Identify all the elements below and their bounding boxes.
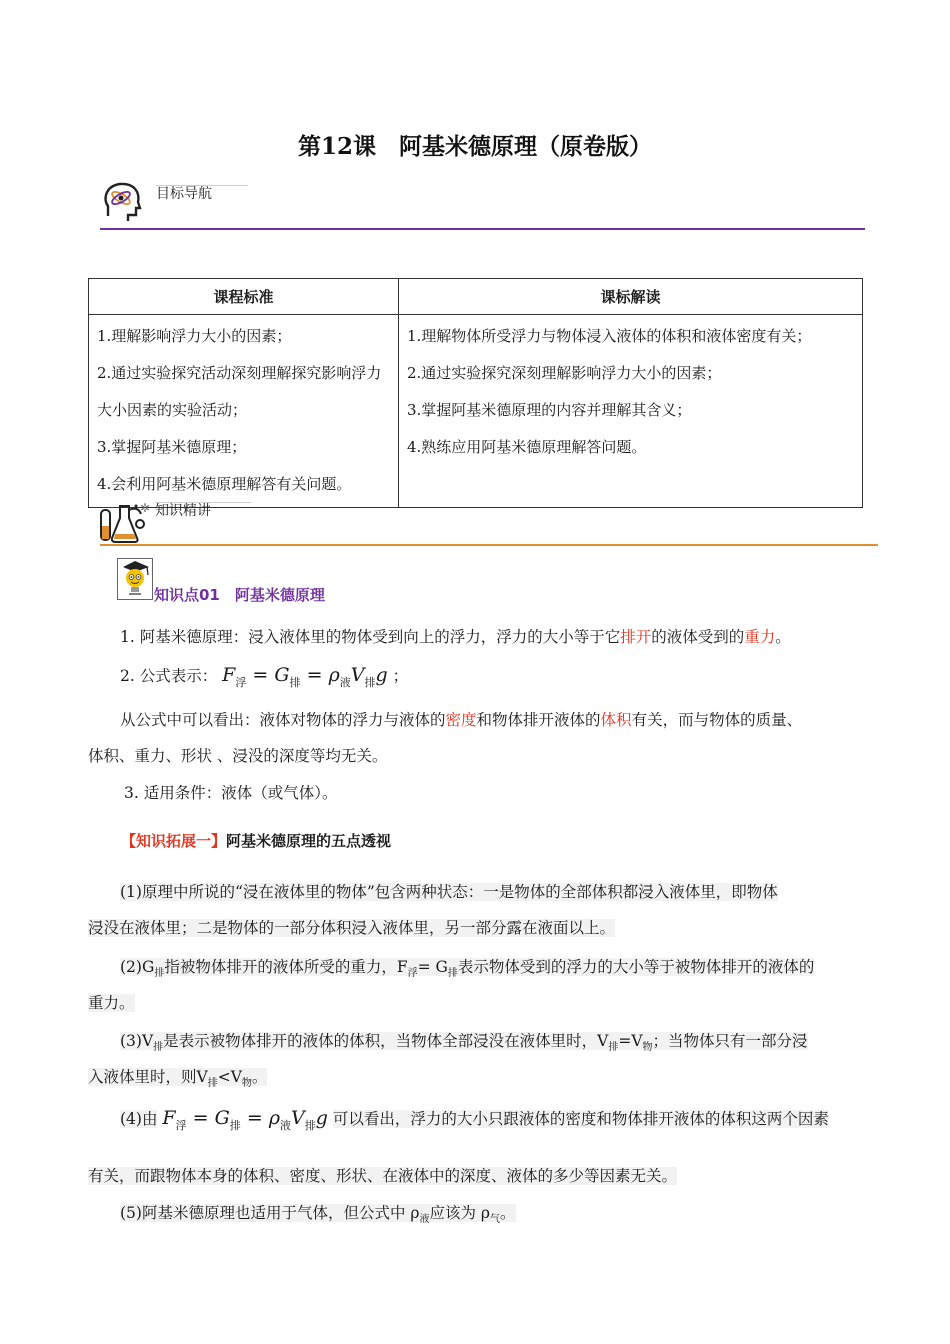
text-run: 应该为 ρ (429, 1204, 491, 1222)
extension-point-1 (120, 880, 778, 902)
formula-subscript: 排 (364, 675, 376, 689)
extension-point-2 (120, 955, 814, 979)
standard-item: 1.理解影响浮力大小的因素； (97, 327, 292, 345)
text-run: 。 (500, 1204, 516, 1222)
formula-symbol: g (375, 664, 388, 686)
text-run: 。 (775, 628, 791, 646)
text-run: 有关，而与物体的质量、 (631, 711, 803, 729)
text-run: (3)V (120, 1032, 154, 1050)
extension-title: 阿基米德原理的五点透视 (226, 832, 392, 850)
subscript: 气 (490, 1214, 501, 1226)
keyword-density: 密度 (445, 711, 477, 729)
buoyancy-formula (222, 664, 388, 689)
text-run: 有关，而跟物体本身的体积、密度、形状、在液体中的深度、液体的多少等因素无关。 (88, 1167, 678, 1185)
interpretation-item: 1.理解物体所受浮力与物体浸入液体的体积和液体密度有关； (407, 327, 812, 345)
section-goal-rule (100, 228, 865, 230)
extension-point-3-line2 (88, 1065, 267, 1089)
extension-point-1-line2 (88, 916, 615, 938)
section-knowledge-rule (100, 544, 878, 546)
formula-symbol: ρ (328, 664, 340, 686)
text-run: 指被物体排开的液体所受的重力，F (164, 958, 408, 976)
text-run: = G (417, 958, 448, 976)
page-title: 第12课 阿基米德原理（原卷版） (297, 133, 652, 160)
subscript: 排 (608, 1042, 619, 1054)
interpretation-cell (399, 315, 863, 508)
text-run: (2)G (120, 958, 155, 976)
extension-point-2-line2 (88, 991, 135, 1013)
course-standard-table (88, 278, 863, 508)
subscript: 排 (153, 1042, 164, 1054)
section-goal-thin-rule (156, 185, 248, 186)
formula-symbol: G (274, 664, 290, 686)
text-run: 和物体排开液体的 (476, 711, 601, 729)
formula-symbol: g (315, 1107, 328, 1129)
extension-heading (121, 830, 391, 851)
text-run: 从公式中可以看出：液体对物体的浮力与液体的 (120, 711, 446, 729)
lightbulb-graduate-icon (117, 558, 153, 604)
knowledge-point-title: 知识点01 阿基米德原理 (154, 586, 325, 604)
interpretation-item: 4.熟练应用阿基米德原理解答问题。 (407, 438, 647, 456)
subscript: 排 (447, 968, 458, 980)
text-run: ； (392, 667, 409, 685)
extension-point-4 (120, 1100, 829, 1144)
formula-symbol: ρ (268, 1107, 280, 1129)
formula-subscript: 液 (339, 675, 351, 689)
text-run: (4)由 (120, 1110, 158, 1128)
section-knowledge-thin-rule (155, 502, 251, 503)
formula-symbol: V (350, 664, 365, 686)
formula-equals: = (252, 664, 269, 686)
formula-symbol: G (214, 1107, 230, 1129)
text-run: 是表示被物体排开的液体的体积，当物体全部浸没在液体里时，V (163, 1032, 609, 1050)
sparkle-icon: ✲ (140, 501, 151, 515)
interpretation-item: 3.掌握阿基米德原理的内容并理解其含义； (407, 401, 692, 419)
formula-symbol: F (162, 1107, 176, 1129)
interpretation-item: 2.通过实验探究深刻理解影响浮力大小的因素； (407, 364, 722, 382)
head-brain-icon (100, 180, 144, 228)
formula-line (120, 660, 408, 698)
subscript: 浮 (407, 968, 418, 980)
text-run: 表示物体受到的浮力的大小等于被物体排开的液体的 (457, 958, 815, 976)
lab-flask-icon (98, 500, 146, 548)
standard-cell (89, 315, 399, 508)
subscript: 排 (207, 1078, 218, 1090)
formula-symbol: F (222, 664, 236, 686)
section-goal-label: 目标导航 (156, 186, 212, 202)
formula-equals: = (246, 1107, 263, 1129)
text-run: (5)阿基米德原理也适用于气体，但公式中 ρ (120, 1204, 420, 1222)
subscript: 物 (241, 1078, 252, 1090)
formula-explanation (120, 708, 802, 730)
formula-subscript: 排 (289, 675, 301, 689)
text-run: 浸没在液体里；二是物体的一部分体积浸入液体里，另一部分露在液面以上。 (88, 919, 616, 937)
table-header-interpretation: 课标解读 (399, 279, 863, 315)
formula-subscript: 浮 (175, 1118, 187, 1132)
keyword-volume: 体积 (600, 711, 632, 729)
standard-item: 3.掌握阿基米德原理； (97, 438, 247, 456)
text-run: 1. 阿基米德原理：浸入液体里的物体受到向上的浮力，浮力的大小等于它 (120, 628, 621, 646)
keyword-displaced: 排开 (620, 628, 652, 646)
standard-item: 2.通过实验探究活动深刻理解探究影响浮力大小因素的实验活动； (97, 364, 382, 419)
buoyancy-formula-inline (162, 1107, 328, 1132)
principle-statement (120, 625, 791, 647)
formula-subscript: 排 (229, 1118, 241, 1132)
text-run: 2. 公式表示： (120, 667, 218, 685)
text-run: 重力。 (88, 994, 135, 1012)
formula-equals: = (306, 664, 323, 686)
formula-subscript: 浮 (235, 675, 247, 689)
keyword-gravity: 重力 (744, 628, 776, 646)
text-run: (1)原理中所说的“浸在液体里的物体”包含两种状态：一是物体的全部体积都浸入液体里，即物体 (120, 883, 778, 901)
text-run: 入液体里时，则V (88, 1068, 208, 1086)
text-run: 的液体受到的 (651, 628, 745, 646)
formula-equals: = (192, 1107, 209, 1129)
text-run: ；当物体只有一部分浸 (652, 1032, 808, 1050)
formula-explanation-line2: 体积、重力、形状 、浸没的深度等均无关。 (88, 747, 388, 765)
extension-point-4-line2 (88, 1164, 677, 1186)
subscript: 排 (154, 968, 165, 980)
text-run: 可以看出，浮力的大小只跟液体的密度和物体排开液体的体积这两个因素 (332, 1110, 829, 1128)
text-run: <V (217, 1068, 242, 1086)
standard-item: 4.会利用阿基米德原理解答有关问题。 (97, 475, 352, 493)
formula-subscript: 排 (304, 1118, 316, 1132)
table-header-standard: 课程标准 (89, 279, 399, 315)
applicable-conditions: 3. 适用条件：液体（或气体）。 (124, 784, 338, 802)
text-run: =V (618, 1032, 643, 1050)
subscript: 物 (642, 1042, 653, 1054)
section-knowledge-label: 知识精讲 (155, 503, 211, 519)
extension-point-5 (120, 1201, 516, 1225)
extension-tag: 【知识拓展一】 (121, 832, 227, 850)
subscript: 液 (419, 1214, 430, 1226)
extension-point-3 (120, 1029, 808, 1053)
formula-symbol: V (290, 1107, 305, 1129)
text-run: 。 (251, 1068, 268, 1086)
formula-subscript: 液 (279, 1118, 291, 1132)
